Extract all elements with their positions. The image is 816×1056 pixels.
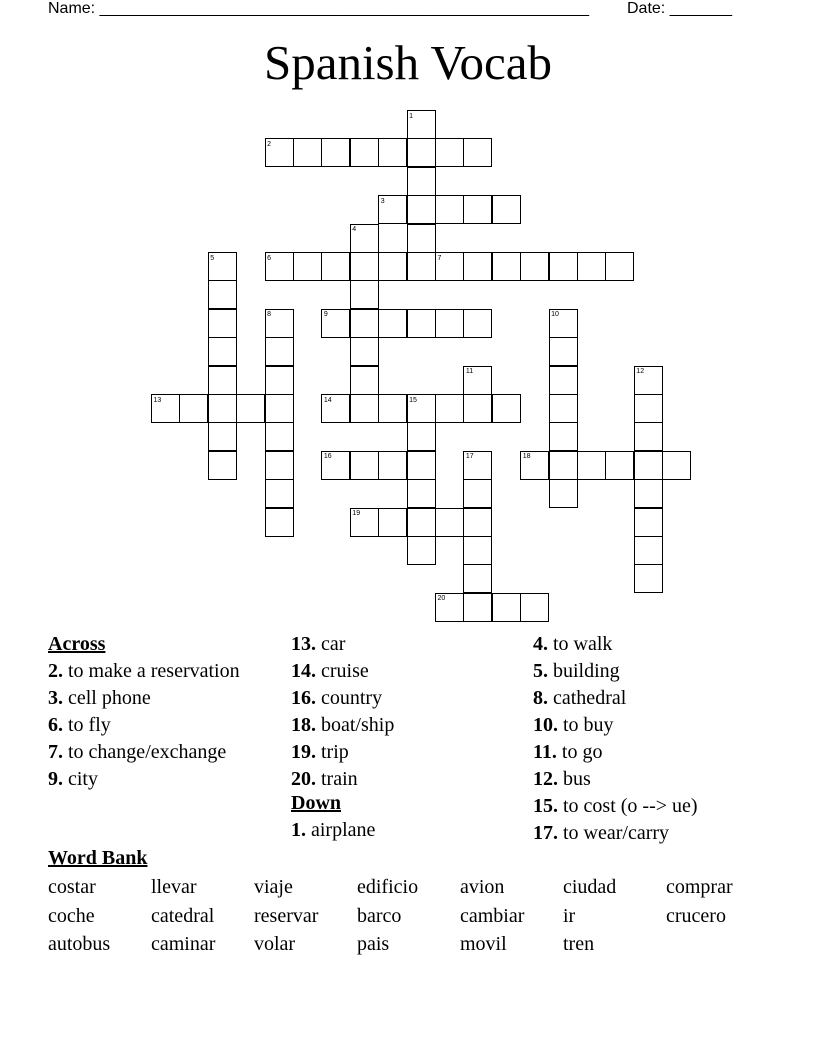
- grid-cell[interactable]: [350, 451, 379, 480]
- date-field-label: Date: _______: [627, 0, 732, 17]
- grid-cell[interactable]: [492, 593, 521, 622]
- word-bank-item: edificio: [357, 876, 419, 898]
- grid-cell[interactable]: [265, 337, 294, 366]
- clue-number: 16.: [291, 687, 316, 709]
- grid-cell[interactable]: [407, 167, 436, 196]
- grid-cell[interactable]: [378, 394, 407, 423]
- clue-text: trip: [316, 741, 349, 763]
- clue-number-17: 17: [465, 453, 474, 461]
- word-bank-item: volar: [254, 933, 296, 955]
- across-clues-part-2: [291, 632, 511, 791]
- clue-number-6: 6: [267, 254, 271, 262]
- grid-cell[interactable]: [463, 309, 492, 338]
- clue-number: 11.: [533, 741, 557, 763]
- grid-cell[interactable]: [208, 451, 237, 480]
- grid-cell[interactable]: [350, 394, 379, 423]
- grid-cell[interactable]: [634, 422, 663, 451]
- clue-text: to change/exchange: [63, 741, 227, 763]
- clue-number-14: 14: [323, 396, 332, 404]
- clue-number-13: 13: [153, 396, 162, 404]
- clue-number: 1.: [291, 819, 306, 841]
- grid-cell[interactable]: [520, 593, 549, 622]
- grid-cell[interactable]: [549, 451, 578, 480]
- grid-cell[interactable]: [407, 508, 436, 537]
- clue-item: [48, 713, 248, 737]
- clue-item: [291, 632, 511, 656]
- grid-cell[interactable]: [407, 224, 436, 253]
- grid-cell[interactable]: [549, 366, 578, 395]
- word-bank-item: costar: [48, 876, 96, 898]
- grid-cell[interactable]: [350, 337, 379, 366]
- clue-item: [533, 632, 793, 656]
- grid-cell[interactable]: [265, 394, 294, 423]
- clue-number: 14.: [291, 660, 316, 682]
- clue-number: 7.: [48, 741, 63, 763]
- clue-text: to buy: [558, 714, 614, 736]
- grid-cell[interactable]: [463, 138, 492, 167]
- clue-number: 9.: [48, 768, 63, 790]
- word-bank-item: pais: [357, 933, 390, 955]
- word-bank-item: barco: [357, 905, 402, 927]
- grid-cell[interactable]: [407, 479, 436, 508]
- clue-text: train: [316, 768, 358, 790]
- name-field-label: Name: _______________________________________________________: [48, 0, 589, 17]
- clue-item: [48, 659, 248, 683]
- clue-number: 17.: [533, 822, 558, 844]
- word-bank-title: Word Bank: [48, 847, 148, 869]
- word-bank-item: coche: [48, 905, 95, 927]
- clue-number-18: 18: [522, 453, 531, 461]
- clue-number: 18.: [291, 714, 316, 736]
- clue-text: to wear/carry: [558, 822, 670, 844]
- grid-cell[interactable]: [549, 422, 578, 451]
- across-heading: Across: [48, 633, 106, 655]
- grid-cell[interactable]: [378, 309, 407, 338]
- clue-number-8: 8: [267, 311, 271, 319]
- clue-number: 6.: [48, 714, 63, 736]
- grid-cell[interactable]: [634, 394, 663, 423]
- grid-cell[interactable]: [407, 252, 436, 281]
- clue-item: [291, 818, 511, 842]
- clue-text: to cost (o --> ue): [558, 795, 698, 817]
- clue-item: [533, 686, 793, 710]
- clue-column-2: [291, 632, 511, 845]
- word-bank-item: movil: [460, 933, 507, 955]
- page-title: Spanish Vocab: [263, 35, 553, 90]
- clue-item: [48, 686, 248, 710]
- grid-cell[interactable]: [236, 394, 265, 423]
- word-bank-item: crucero: [666, 905, 726, 927]
- grid-cell[interactable]: [350, 138, 379, 167]
- word-bank-item: tren: [563, 933, 595, 955]
- grid-cell[interactable]: [463, 195, 492, 224]
- word-bank-item: caminar: [151, 933, 216, 955]
- word-bank-item: catedral: [151, 905, 215, 927]
- grid-cell[interactable]: [662, 451, 691, 480]
- clue-number-5: 5: [210, 254, 215, 262]
- grid-cell[interactable]: [293, 252, 322, 281]
- grid-cell[interactable]: [208, 280, 237, 309]
- clue-number-10: 10: [551, 311, 559, 319]
- grid-cell[interactable]: [265, 508, 294, 537]
- clue-item: [291, 659, 511, 683]
- grid-cell[interactable]: [407, 422, 436, 451]
- clue-text: to make a reservation: [63, 660, 240, 682]
- word-bank-item: ciudad: [563, 876, 617, 898]
- grid-cell[interactable]: [634, 564, 663, 593]
- grid-cell[interactable]: [265, 366, 294, 395]
- grid-cell[interactable]: [634, 451, 663, 480]
- grid-cell[interactable]: [321, 138, 350, 167]
- clue-number-11: 11: [465, 368, 474, 376]
- clue-text: car: [316, 633, 346, 655]
- grid-cell[interactable]: [634, 508, 663, 537]
- grid-cell[interactable]: [350, 309, 379, 338]
- clue-number-15: 15: [409, 396, 417, 404]
- word-bank-item: viaje: [254, 876, 293, 898]
- clue-item: [48, 740, 248, 764]
- grid-cell[interactable]: [605, 451, 634, 480]
- grid-cell[interactable]: [634, 536, 663, 565]
- grid-cell[interactable]: [463, 252, 492, 281]
- grid-cell[interactable]: [549, 479, 578, 508]
- clue-number: 15.: [533, 795, 558, 817]
- word-bank-item: avion: [460, 876, 505, 898]
- down-clues-part-2: [533, 632, 793, 845]
- grid-cell[interactable]: [350, 252, 379, 281]
- grid-cell[interactable]: [492, 195, 521, 224]
- clue-text: cathedral: [548, 687, 627, 709]
- clue-number: 12.: [533, 768, 558, 790]
- grid-cell[interactable]: [208, 309, 237, 338]
- grid-cell[interactable]: [435, 138, 464, 167]
- clue-item: [291, 686, 511, 710]
- clue-item: [291, 740, 511, 764]
- clue-number-16: 16: [323, 453, 332, 461]
- word-bank-item: ir: [563, 905, 576, 927]
- grid-cell[interactable]: [549, 394, 578, 423]
- grid-cell[interactable]: [549, 252, 578, 281]
- grid-cell[interactable]: [605, 252, 634, 281]
- grid-cell[interactable]: [463, 536, 492, 565]
- grid-cell[interactable]: [208, 394, 237, 423]
- grid-cell[interactable]: [463, 479, 492, 508]
- clue-number-3: 3: [380, 197, 385, 205]
- across-clues-part-1: [48, 659, 248, 791]
- clue-column-3: [533, 632, 793, 848]
- clue-number: 3.: [48, 687, 63, 709]
- grid-cell[interactable]: [208, 337, 237, 366]
- word-bank-item: cambiar: [460, 905, 525, 927]
- clue-number-4: 4: [352, 226, 357, 234]
- clue-item: [533, 794, 793, 818]
- word-bank-item: comprar: [666, 876, 733, 898]
- clue-number: 10.: [533, 714, 558, 736]
- grid-cell[interactable]: [407, 138, 436, 167]
- clue-number: 20.: [291, 768, 316, 790]
- grid-cell[interactable]: [407, 536, 436, 565]
- grid-cell[interactable]: [492, 252, 521, 281]
- clue-column-1: [48, 632, 248, 794]
- clue-number-20: 20: [437, 595, 446, 603]
- clue-text: cell phone: [63, 687, 151, 709]
- grid-cell[interactable]: [378, 252, 407, 281]
- grid-cell[interactable]: [407, 195, 436, 224]
- down-heading: Down: [291, 792, 342, 814]
- grid-cell[interactable]: [492, 394, 521, 423]
- clue-number-19: 19: [352, 510, 361, 518]
- clue-number-12: 12: [636, 368, 645, 376]
- clue-item: [291, 767, 511, 791]
- grid-cell[interactable]: [463, 564, 492, 593]
- grid-cell[interactable]: [378, 138, 407, 167]
- clue-number-7: 7: [437, 254, 442, 262]
- clue-number: 19.: [291, 741, 316, 763]
- grid-cell[interactable]: [265, 422, 294, 451]
- grid-cell[interactable]: [435, 508, 464, 537]
- clue-number: 13.: [291, 633, 316, 655]
- word-bank-item: llevar: [151, 876, 197, 898]
- clue-item: [533, 767, 793, 791]
- grid-cell[interactable]: [463, 593, 492, 622]
- word-bank-item: autobus: [48, 933, 111, 955]
- grid-cell[interactable]: [265, 451, 294, 480]
- clue-text: airplane: [306, 819, 376, 841]
- grid-cell[interactable]: [179, 394, 208, 423]
- grid-cell[interactable]: [435, 309, 464, 338]
- grid-cell[interactable]: [208, 366, 237, 395]
- grid-cell[interactable]: [407, 309, 436, 338]
- clue-text: to go: [556, 741, 603, 763]
- grid-cell[interactable]: [435, 195, 464, 224]
- grid-cell[interactable]: [634, 479, 663, 508]
- clue-text: to walk: [548, 633, 613, 655]
- clue-item: [533, 821, 793, 845]
- clue-text: building: [548, 660, 620, 682]
- word-bank-item: reservar: [254, 905, 319, 927]
- clue-item: [291, 713, 511, 737]
- clue-text: city: [63, 768, 98, 790]
- grid-cell[interactable]: [520, 252, 549, 281]
- clue-text: to fly: [63, 714, 111, 736]
- clue-number: 5.: [533, 660, 548, 682]
- grid-cell[interactable]: [407, 451, 436, 480]
- grid-cell[interactable]: [463, 394, 492, 423]
- clue-item: [533, 659, 793, 683]
- grid-cell[interactable]: [435, 394, 464, 423]
- grid-cell[interactable]: [321, 252, 350, 281]
- grid-cell[interactable]: [378, 451, 407, 480]
- clue-number: 8.: [533, 687, 548, 709]
- clue-number-1: 1: [409, 112, 413, 120]
- grid-cell[interactable]: [293, 138, 322, 167]
- clue-text: boat/ship: [316, 714, 395, 736]
- clue-number-2: 2: [267, 140, 271, 148]
- grid-cell[interactable]: [350, 280, 379, 309]
- clue-text: cruise: [316, 660, 369, 682]
- clue-item: [48, 767, 248, 791]
- down-clues-part-1: [291, 818, 511, 842]
- grid-cell[interactable]: [350, 366, 379, 395]
- clue-number: 2.: [48, 660, 63, 682]
- clue-text: country: [316, 687, 383, 709]
- clue-item: [533, 740, 793, 764]
- clue-number: 4.: [533, 633, 548, 655]
- grid-cell[interactable]: [378, 508, 407, 537]
- grid-cell[interactable]: [577, 451, 606, 480]
- grid-cell[interactable]: [463, 508, 492, 537]
- grid-cell[interactable]: [208, 422, 237, 451]
- clue-text: bus: [558, 768, 591, 790]
- grid-cell[interactable]: [265, 479, 294, 508]
- grid-cell[interactable]: [577, 252, 606, 281]
- clue-number-9: 9: [323, 311, 328, 319]
- clue-item: [533, 713, 793, 737]
- grid-cell[interactable]: [549, 337, 578, 366]
